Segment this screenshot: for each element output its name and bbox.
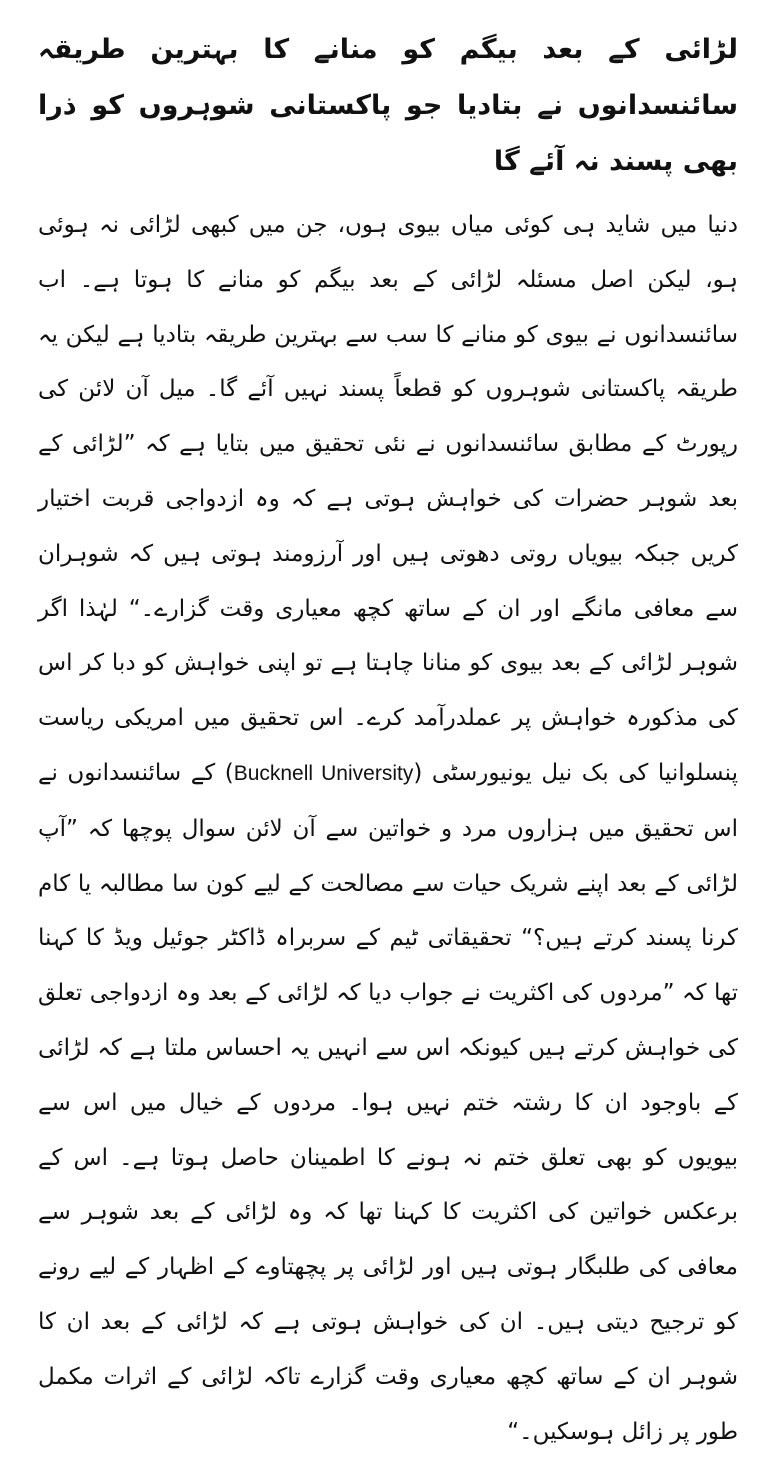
university-name: Bucknell University bbox=[233, 761, 414, 785]
article-body bbox=[38, 198, 738, 1459]
article-headline: لڑائی کے بعد بیگم کو منانے کا بہترین طریقہ سائنسدانوں نے بتادیا جو پاکستانی شوہروں کو ذرا بھی پسند نہ آئے گا bbox=[38, 34, 738, 177]
article-body-part-1: دنیا میں شاید ہی کوئی میاں بیوی ہوں، جن میں کبھی لڑائی نہ ہوئی ہو، لیکن اصل مسئلہ لڑائی کے بعد بیگم کو منانے کا ہوتا ہے۔ اب سائنسدانوں نے بیوی کو منانے کا سب سے بہترین طریقہ بتادیا ہے لیکن یہ طریقہ پاکستانی شوہروں کو قطعاً پسند نہیں آئے گا۔ میل آن لائن کی رپورٹ کے مطابق سائنسدانوں نے نئی تحقیق میں بتایا ہے کہ ”لڑائی کے بعد شوہر حضرات کی خواہش ہوتی ہے کہ وہ ازدواجی قربت اختیار کریں جبکہ بیویاں روتی دھوتی ہیں اور آرزومند ہوتی ہیں کہ شوہران سے معافی مانگے اور ان کے ساتھ کچھ معیاری وقت گزارے۔“ لہٰذا اگر شوہر لڑائی کے بعد بیوی کو منانا چاہتا ہے تو اپنی خواہش کو دبا کر اس کی مذکورہ خواہش پر عملدرآمد کرے۔ اس تحقیق میں امریکی ریاست پنسلوانیا کی بک نیل یونیورسٹی ( bbox=[38, 212, 738, 786]
article-body-part-2: ) کے سائنسدانوں نے اس تحقیق میں ہزاروں مرد و خواتین سے آن لائن سوال پوچھا کہ ”آپ لڑائی کے بعد اپنے شریک حیات سے مصالحت کے لیے کون سا مطالبہ یا کام کرنا پسند کرتے ہیں؟“ تحقیقاتی ٹیم کے سربراہ ڈاکٹر جوئیل ویڈ کا کہنا تھا کہ ”مردوں کی اکثریت نے جواب دیا کہ لڑائی کے بعد وہ ازدواجی تعلق کی خواہش کرتے ہیں کیونکہ اس سے انہیں یہ احساس ملتا ہے کہ لڑائی کے باوجود ان کا رشتہ ختم نہیں ہوا۔ مردوں کے خیال میں اس سے بیویوں کو بھی تعلق ختم نہ ہونے کا اطمینان حاصل ہوتا ہے۔ اس کے برعکس خواتین کی اکثریت کا کہنا تھا کہ وہ لڑائی کے بعد شوہر سے معافی کی طلبگار ہوتی ہیں اور لڑائی پر پچھتاوے کے اظہار کے لیے رونے کو ترجیح دیتی ہیں۔ ان کی خواہش ہوتی ہے کہ لڑائی کے بعد ان کا شوہر ان کے ساتھ کچھ معیاری وقت گزارے تاکہ لڑائی کے اثرات مکمل طور پر زائل ہوسکیں۔“ bbox=[38, 759, 738, 1445]
